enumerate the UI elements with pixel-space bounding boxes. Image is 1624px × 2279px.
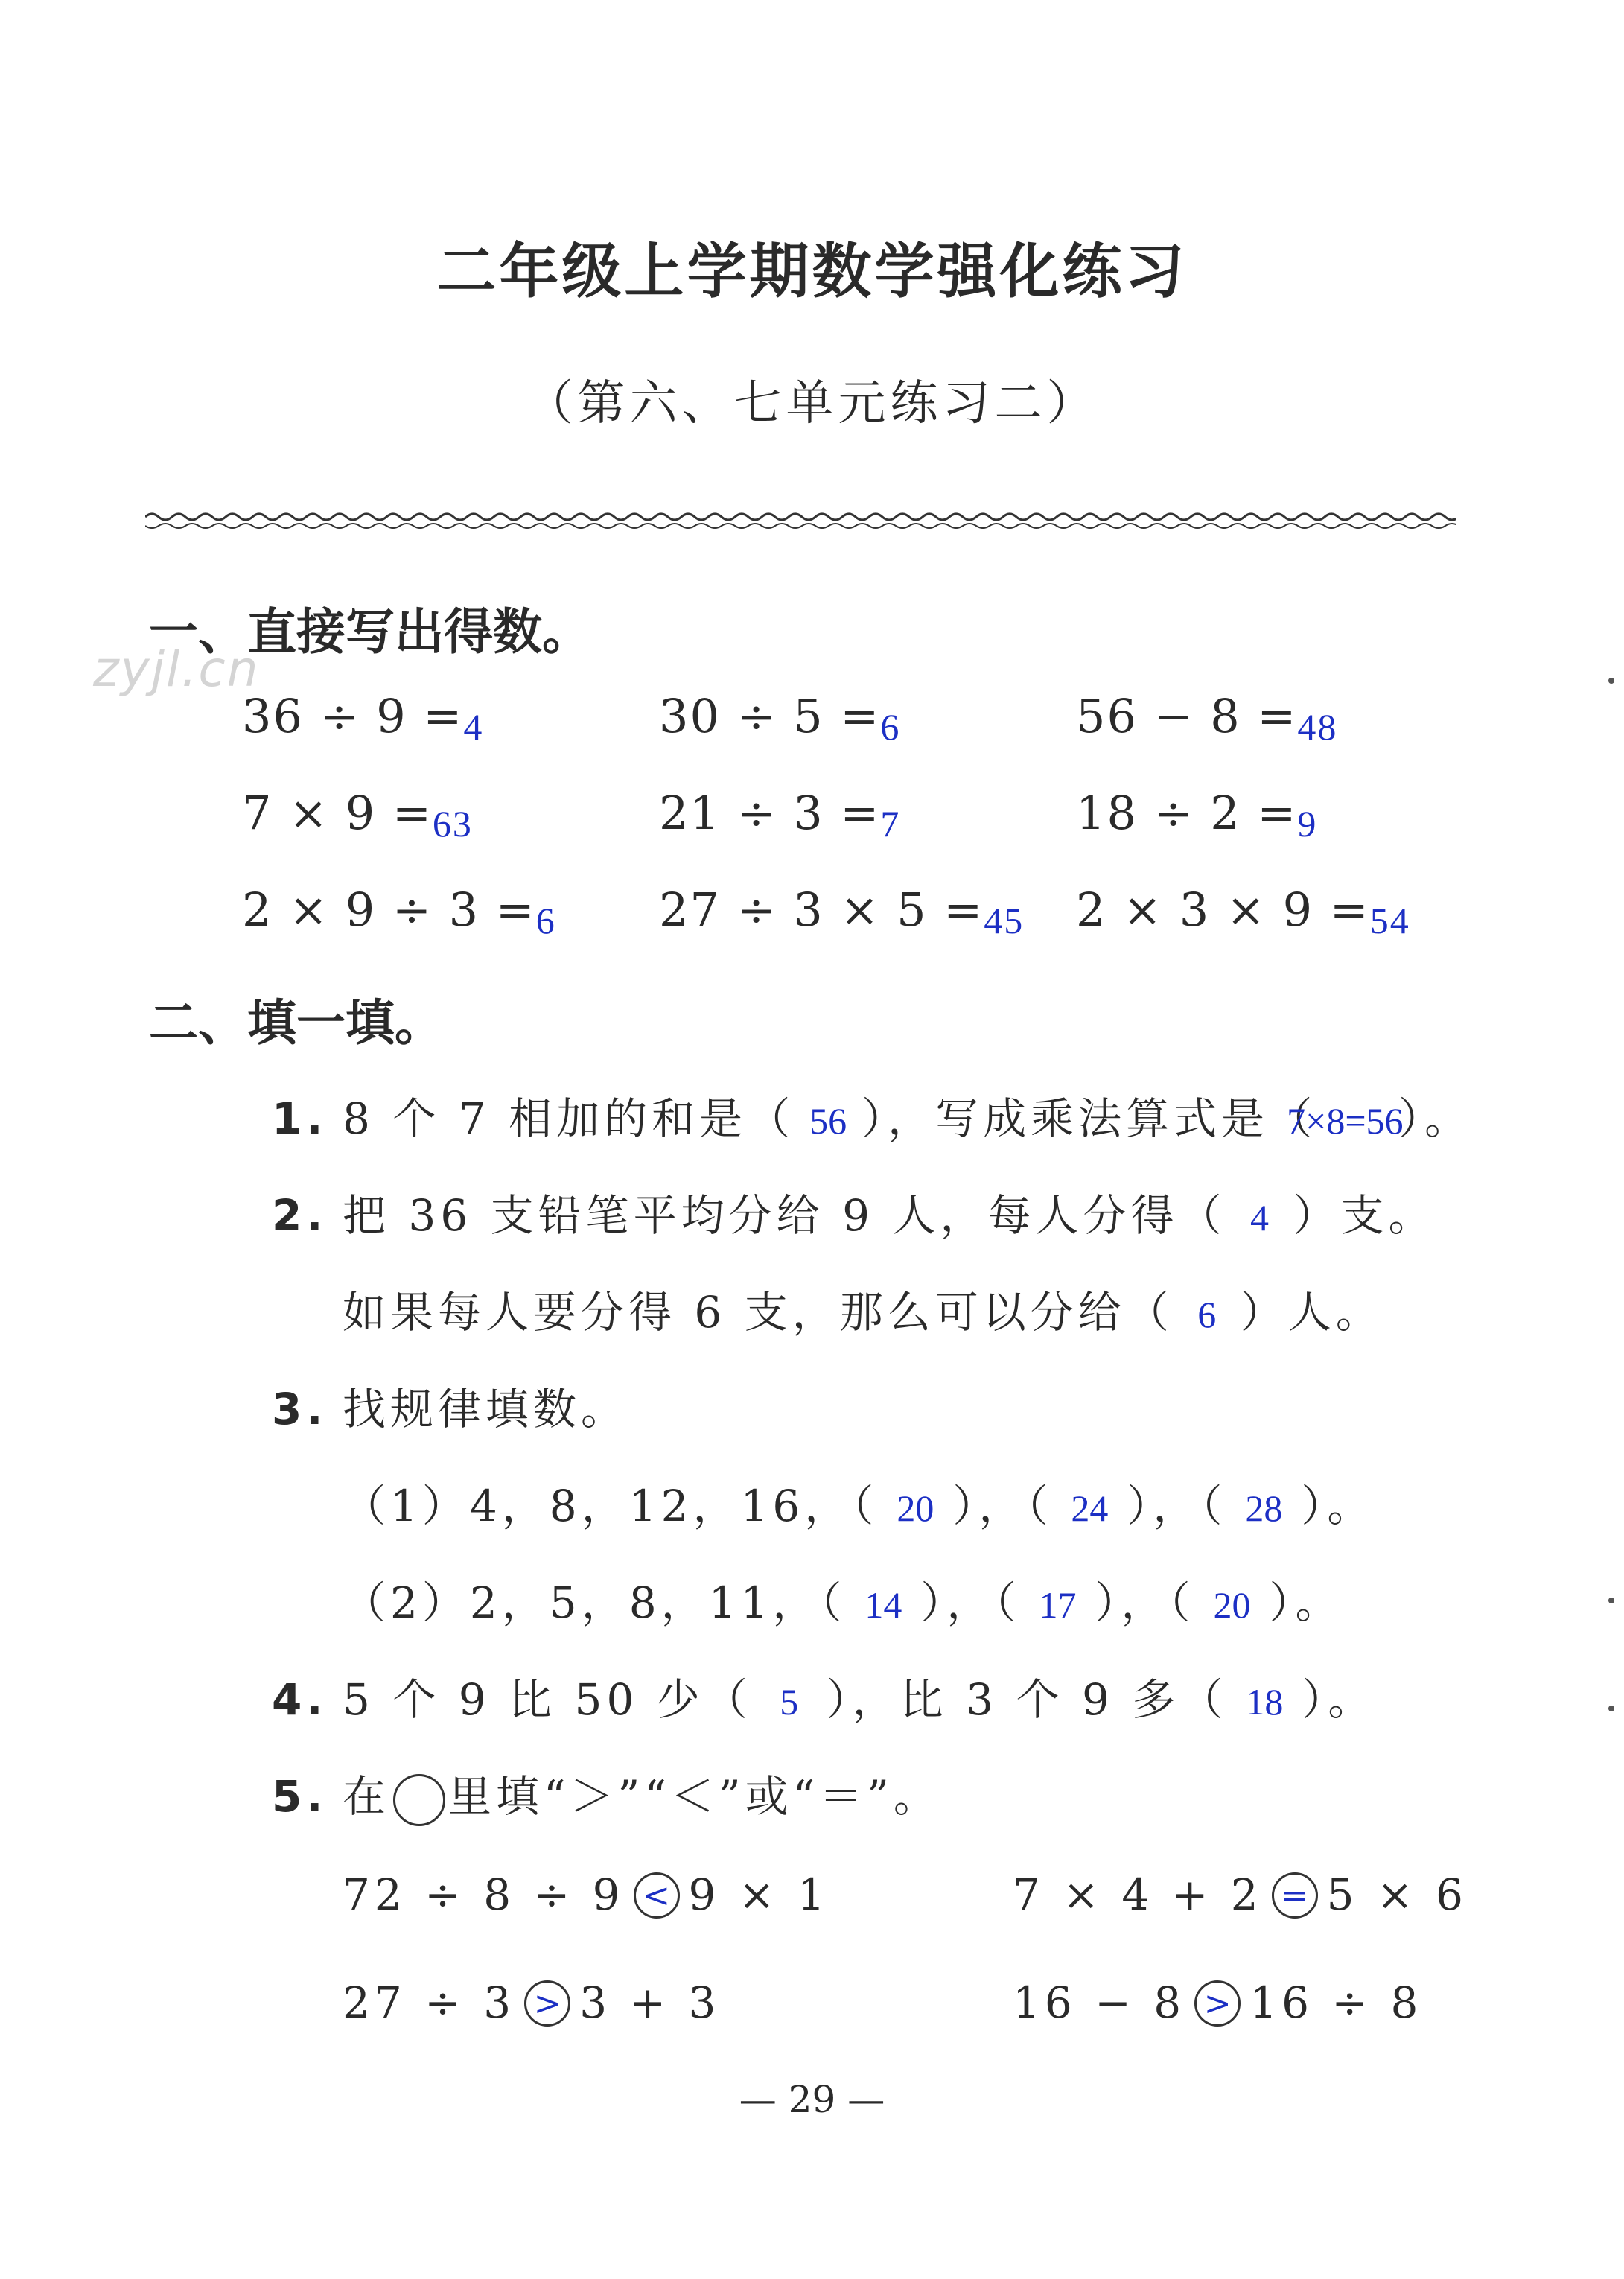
answer: 20 [1213, 1584, 1251, 1626]
compare-item: 27 ÷ 3 > 3 + 3 [343, 1977, 721, 2028]
wavy-divider [145, 506, 1456, 536]
answer: 6 [880, 706, 901, 748]
scan-speck [1608, 678, 1614, 684]
calc-item: 30 ÷ 5 =6 [659, 689, 901, 748]
section2-heading: 二、填一填。 [149, 994, 444, 1052]
calc-item: 36 ÷ 9 =4 [242, 689, 484, 748]
calc-item: 27 ÷ 3 × 5 =45 [659, 883, 1025, 941]
answer: 20 [897, 1487, 934, 1529]
answer-circle: > [524, 1980, 570, 2027]
answer: 9 [1297, 803, 1318, 845]
compare-item: 16 − 8 > 16 ÷ 8 [1013, 1977, 1423, 2028]
page-number: — 29 — [739, 2078, 885, 2121]
answer-circle: > [1194, 1980, 1241, 2027]
answer: 14 [864, 1584, 902, 1626]
answer: 4 [463, 706, 484, 748]
answer: 4 [1249, 1197, 1269, 1239]
question-number: 2. [272, 1190, 328, 1241]
calc-item: 2 × 9 ÷ 3 =6 [242, 883, 556, 941]
scan-speck [1608, 1598, 1614, 1603]
answer: 6 [535, 900, 556, 941]
calc-item: 21 ÷ 3 =7 [659, 786, 901, 845]
answer: 63 [432, 803, 473, 845]
section1-heading: 一、直接写出得数。 [149, 603, 591, 661]
answer: 48 [1297, 706, 1338, 748]
answer-circle: = [1272, 1872, 1318, 1919]
question-1: 1. 8 个 7 相加的和是（ 56 ），写成乘法算式是（7×8=56）。 [272, 1093, 1473, 1144]
pattern-1: （1）4，8，12，16，（ 20 ），（ 24 ），（ 28 ）。 [343, 1481, 1375, 1531]
page-subtitle: （第六、七单元练习二） [525, 376, 1099, 431]
pattern-2: （2）2，5，8，11，（ 14 ），（ 17 ），（ 20 ）。 [343, 1577, 1343, 1628]
question-4: 4. 5 个 9 比 50 少（ 5 ），比 3 个 9 多（ 18 ）。 [272, 1674, 1376, 1725]
answer: 7 [880, 803, 901, 845]
question-number: 4. [272, 1674, 328, 1725]
blank-circle-icon [393, 1774, 445, 1826]
question-number: 3. [272, 1384, 328, 1434]
answer: 45 [984, 900, 1025, 941]
calc-item: 2 × 3 × 9 =54 [1076, 883, 1410, 941]
answer: 7×8=56 [1287, 1100, 1404, 1142]
question-2: 2. 把 36 支铅笔平均分给 9 人，每人分得（ 4 ）支。 [272, 1190, 1436, 1241]
question-number: 5. [272, 1771, 328, 1822]
answer: 56 [809, 1100, 847, 1142]
compare-item: 7 × 4 + 2 = 5 × 6 [1013, 1869, 1468, 1920]
calc-item: 56 − 8 =48 [1076, 689, 1338, 748]
question-number: 1. [272, 1093, 328, 1144]
question-2-line2: 如果每人要分得 6 支，那么可以分给（ 6 ）人。 [343, 1287, 1383, 1338]
question-3: 3. 找规律填数。 [272, 1384, 629, 1434]
watermark: zyjl.cn [93, 641, 260, 698]
answer: 28 [1245, 1487, 1283, 1529]
scan-speck [1608, 1706, 1614, 1711]
calc-item: 7 × 9 =63 [242, 786, 473, 845]
answer: 5 [780, 1681, 799, 1723]
calc-item: 18 ÷ 2 =9 [1076, 786, 1318, 845]
question-5: 5. 在 里填“＞”“＜”或“＝”。 [272, 1761, 941, 1826]
answer: 6 [1197, 1294, 1217, 1335]
answer: 24 [1071, 1487, 1109, 1529]
page-title: 二年级上学期数学强化练习 [436, 237, 1188, 306]
answer: 18 [1246, 1681, 1284, 1723]
compare-item: 72 ÷ 8 ÷ 9 < 9 × 1 [343, 1869, 829, 1920]
answer: 17 [1039, 1584, 1077, 1626]
answer: 54 [1369, 900, 1410, 941]
answer-circle: < [634, 1872, 680, 1919]
